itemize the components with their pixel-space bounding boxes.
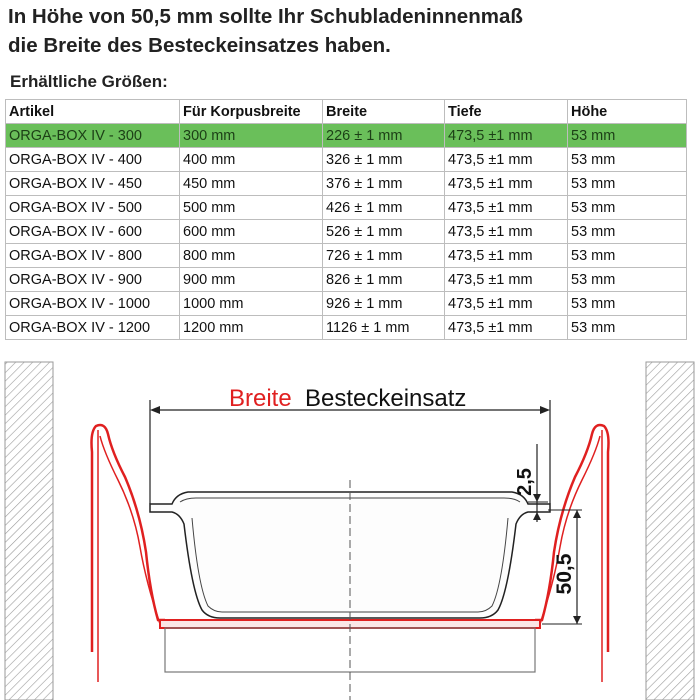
table-cell: 450 mm (180, 172, 323, 196)
left-drawer-profile (92, 425, 166, 652)
table-row (6, 148, 687, 172)
table-cell: ORGA-BOX IV - 500 (6, 196, 180, 220)
table-cell: 1200 mm (180, 316, 323, 340)
table-cell: 326 ± 1 mm (323, 148, 445, 172)
table-cell: 800 mm (180, 244, 323, 268)
table-cell: 53 mm (568, 268, 687, 292)
table-cell: ORGA-BOX IV - 1200 (6, 316, 180, 340)
table-header-row (6, 100, 687, 124)
table-cell: 53 mm (568, 316, 687, 340)
left-wall-hatch (5, 362, 53, 700)
table-cell: 473,5 ±1 mm (445, 220, 568, 244)
table-row (6, 124, 687, 148)
table-cell: 473,5 ±1 mm (445, 244, 568, 268)
table-cell: 600 mm (180, 220, 323, 244)
width-arrow-left (150, 406, 160, 414)
table-cell: 53 mm (568, 196, 687, 220)
heading-line-1: In Höhe von 50,5 mm sollte Ihr Schubladeninnenmaß (8, 5, 523, 28)
table-row (6, 244, 687, 268)
table-cell: ORGA-BOX IV - 800 (6, 244, 180, 268)
col-header-breite: Breite (323, 100, 445, 124)
table-cell: 53 mm (568, 244, 687, 268)
left-drawer-profile-inner (100, 436, 160, 624)
width-arrow-right (540, 406, 550, 414)
table-cell: ORGA-BOX IV - 600 (6, 220, 180, 244)
table-cell: 473,5 ±1 mm (445, 124, 568, 148)
table-cell: ORGA-BOX IV - 400 (6, 148, 180, 172)
table-cell: 526 ± 1 mm (323, 220, 445, 244)
col-header-korpusbreite: Für Korpusbreite (180, 100, 323, 124)
table-cell: 473,5 ±1 mm (445, 148, 568, 172)
dim-50-5-label: 50,5 (553, 553, 576, 595)
table-cell: 53 mm (568, 220, 687, 244)
table-cell: 53 mm (568, 172, 687, 196)
dim-50-5-arrow-bottom (573, 616, 581, 624)
dim-50-5-arrow-top (573, 510, 581, 518)
table-cell: 1126 ± 1 mm (323, 316, 445, 340)
table-cell: 300 mm (180, 124, 323, 148)
right-wall-hatch (646, 362, 694, 700)
table-cell: 400 mm (180, 148, 323, 172)
table-cell: 900 mm (180, 268, 323, 292)
table-row (6, 316, 687, 340)
table-cell: 726 ± 1 mm (323, 244, 445, 268)
table-cell: 53 mm (568, 124, 687, 148)
col-header-tiefe: Tiefe (445, 100, 568, 124)
table-row (6, 172, 687, 196)
table-cell: 226 ± 1 mm (323, 124, 445, 148)
table-cell: 473,5 ±1 mm (445, 196, 568, 220)
table-cell: ORGA-BOX IV - 1000 (6, 292, 180, 316)
table-row (6, 196, 687, 220)
page-heading (8, 2, 698, 60)
table-cell: 926 ± 1 mm (323, 292, 445, 316)
drawing-title-rest: Besteckeinsatz (305, 385, 467, 412)
right-drawer-profile (535, 425, 609, 652)
table-cell: 473,5 ±1 mm (445, 316, 568, 340)
table-cell: 376 ± 1 mm (323, 172, 445, 196)
drawer-cross-section-drawing (0, 352, 700, 700)
table-cell: 1000 mm (180, 292, 323, 316)
table-cell: 53 mm (568, 292, 687, 316)
table-cell: 426 ± 1 mm (323, 196, 445, 220)
table-cell: 53 mm (568, 148, 687, 172)
table-cell: ORGA-BOX IV - 450 (6, 172, 180, 196)
table-cell: 826 ± 1 mm (323, 268, 445, 292)
table-cell: 473,5 ±1 mm (445, 268, 568, 292)
sizes-table (5, 99, 687, 340)
table-cell: 473,5 ±1 mm (445, 172, 568, 196)
table-cell: 473,5 ±1 mm (445, 292, 568, 316)
dim-2-5-label: 2,5 (514, 468, 536, 496)
drawing-title-red: Breite (229, 385, 292, 412)
table-cell: ORGA-BOX IV - 900 (6, 268, 180, 292)
col-header-hoehe: Höhe (568, 100, 687, 124)
table-cell: 500 mm (180, 196, 323, 220)
table-row (6, 220, 687, 244)
heading-line-2: die Breite des Besteckeinsatzes haben. (8, 34, 391, 57)
right-drawer-profile-inner (540, 436, 600, 624)
table-row (6, 268, 687, 292)
table-cell: ORGA-BOX IV - 300 (6, 124, 180, 148)
dim-2-5-arrow-bottom (533, 512, 541, 520)
sizes-title: Erhältliche Größen: (10, 72, 168, 91)
col-header-artikel: Artikel (6, 100, 180, 124)
table-row (6, 292, 687, 316)
